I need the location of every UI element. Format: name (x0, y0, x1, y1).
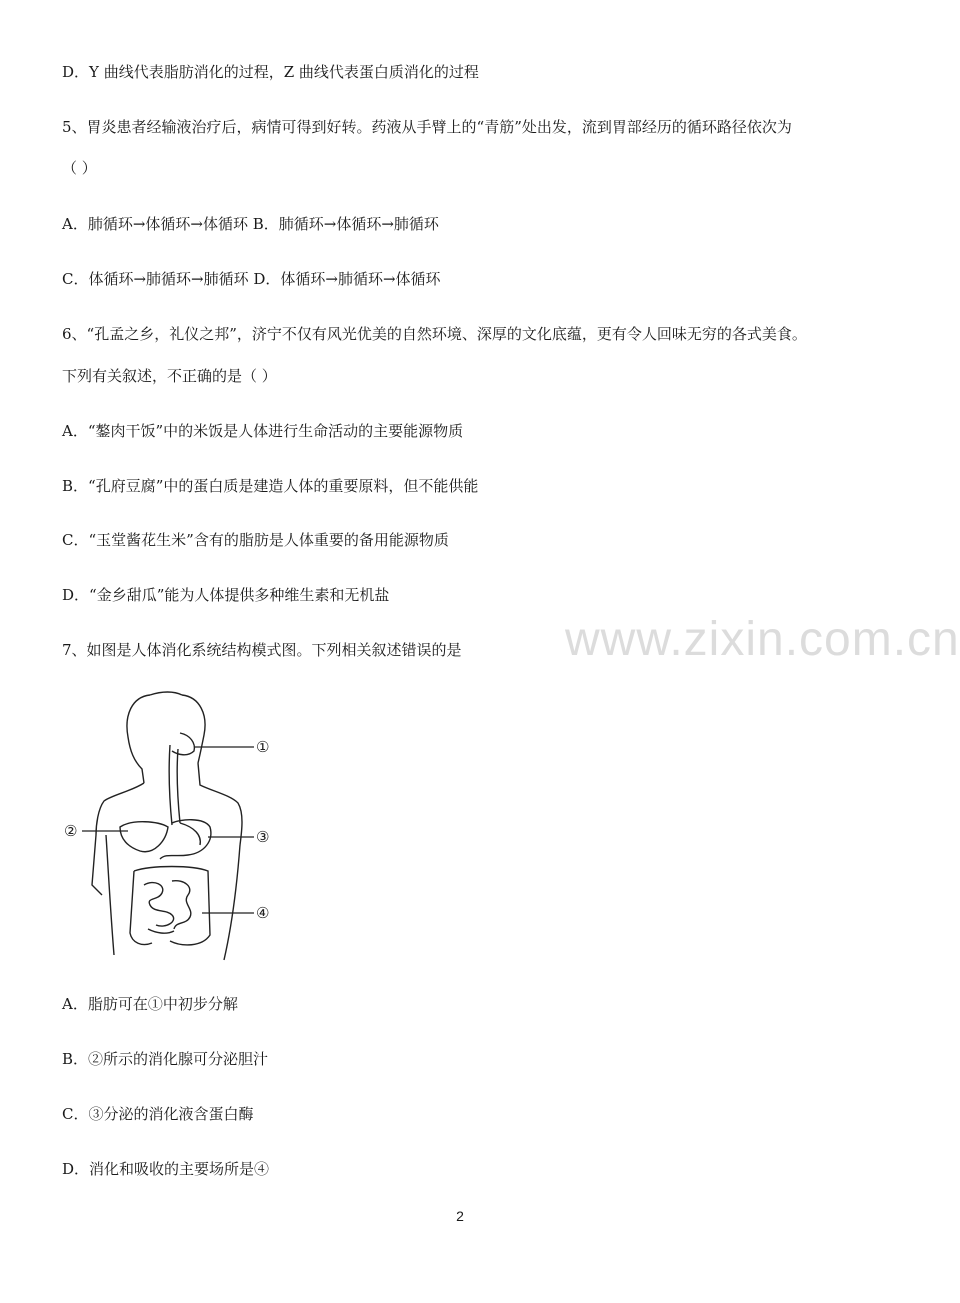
page-number: 2 (456, 1208, 464, 1224)
label-4: ④ (256, 904, 270, 922)
q7-option-a: A．脂肪可在①中初步分解 (62, 995, 238, 1013)
q5-blank: （ ） (62, 159, 97, 177)
q6-option-b: B．“孔府豆腐”中的蛋白质是建造人体的重要原料，但不能供能 (62, 477, 479, 495)
q5-stem: 5、胃炎患者经输液治疗后，病情可得到好转。药液从手臂上的“青筋”处出发，流到胃部经历的循环路径依次为 (62, 118, 792, 136)
q6-stem-cont: 下列有关叙述，不正确的是（ ） (62, 367, 277, 385)
label-1: ① (256, 738, 270, 756)
label-3: ③ (256, 828, 270, 846)
digestive-system-diagram (62, 685, 292, 970)
q6-option-c: C．“玉堂酱花生米”含有的脂肪是人体重要的备用能源物质 (62, 531, 449, 549)
q7-option-b: B．②所示的消化腺可分泌胆汁 (62, 1050, 269, 1068)
q7-stem: 7、如图是人体消化系统结构模式图。下列相关叙述错误的是 (62, 641, 462, 659)
q5-options-cd: C．体循环→肺循环→肺循环 D．体循环→肺循环→体循环 (62, 270, 441, 288)
label-2: ② (64, 822, 78, 840)
q5-options-ab: A．肺循环→体循环→体循环 B．肺循环→体循环→肺循环 (62, 215, 439, 233)
q6-option-d: D．“金乡甜瓜”能为人体提供多种维生素和无机盐 (62, 586, 390, 604)
digestive-system-figure (62, 685, 292, 970)
q4-option-d: D．Y 曲线代表脂肪消化的过程，Z 曲线代表蛋白质消化的过程 (62, 63, 479, 81)
q7-option-c: C．③分泌的消化液含蛋白酶 (62, 1105, 254, 1123)
watermark: www.zixin.com.cn (565, 613, 960, 666)
q6-option-a: A．“鏊肉干饭”中的米饭是人体进行生命活动的主要能源物质 (62, 422, 464, 440)
q6-stem: 6、“孔孟之乡，礼仪之邦”，济宁不仅有风光优美的自然环境、深厚的文化底蕴，更有令人回味无穷的各式美食。 (62, 325, 807, 343)
q7-option-d: D．消化和吸收的主要场所是④ (62, 1160, 270, 1178)
